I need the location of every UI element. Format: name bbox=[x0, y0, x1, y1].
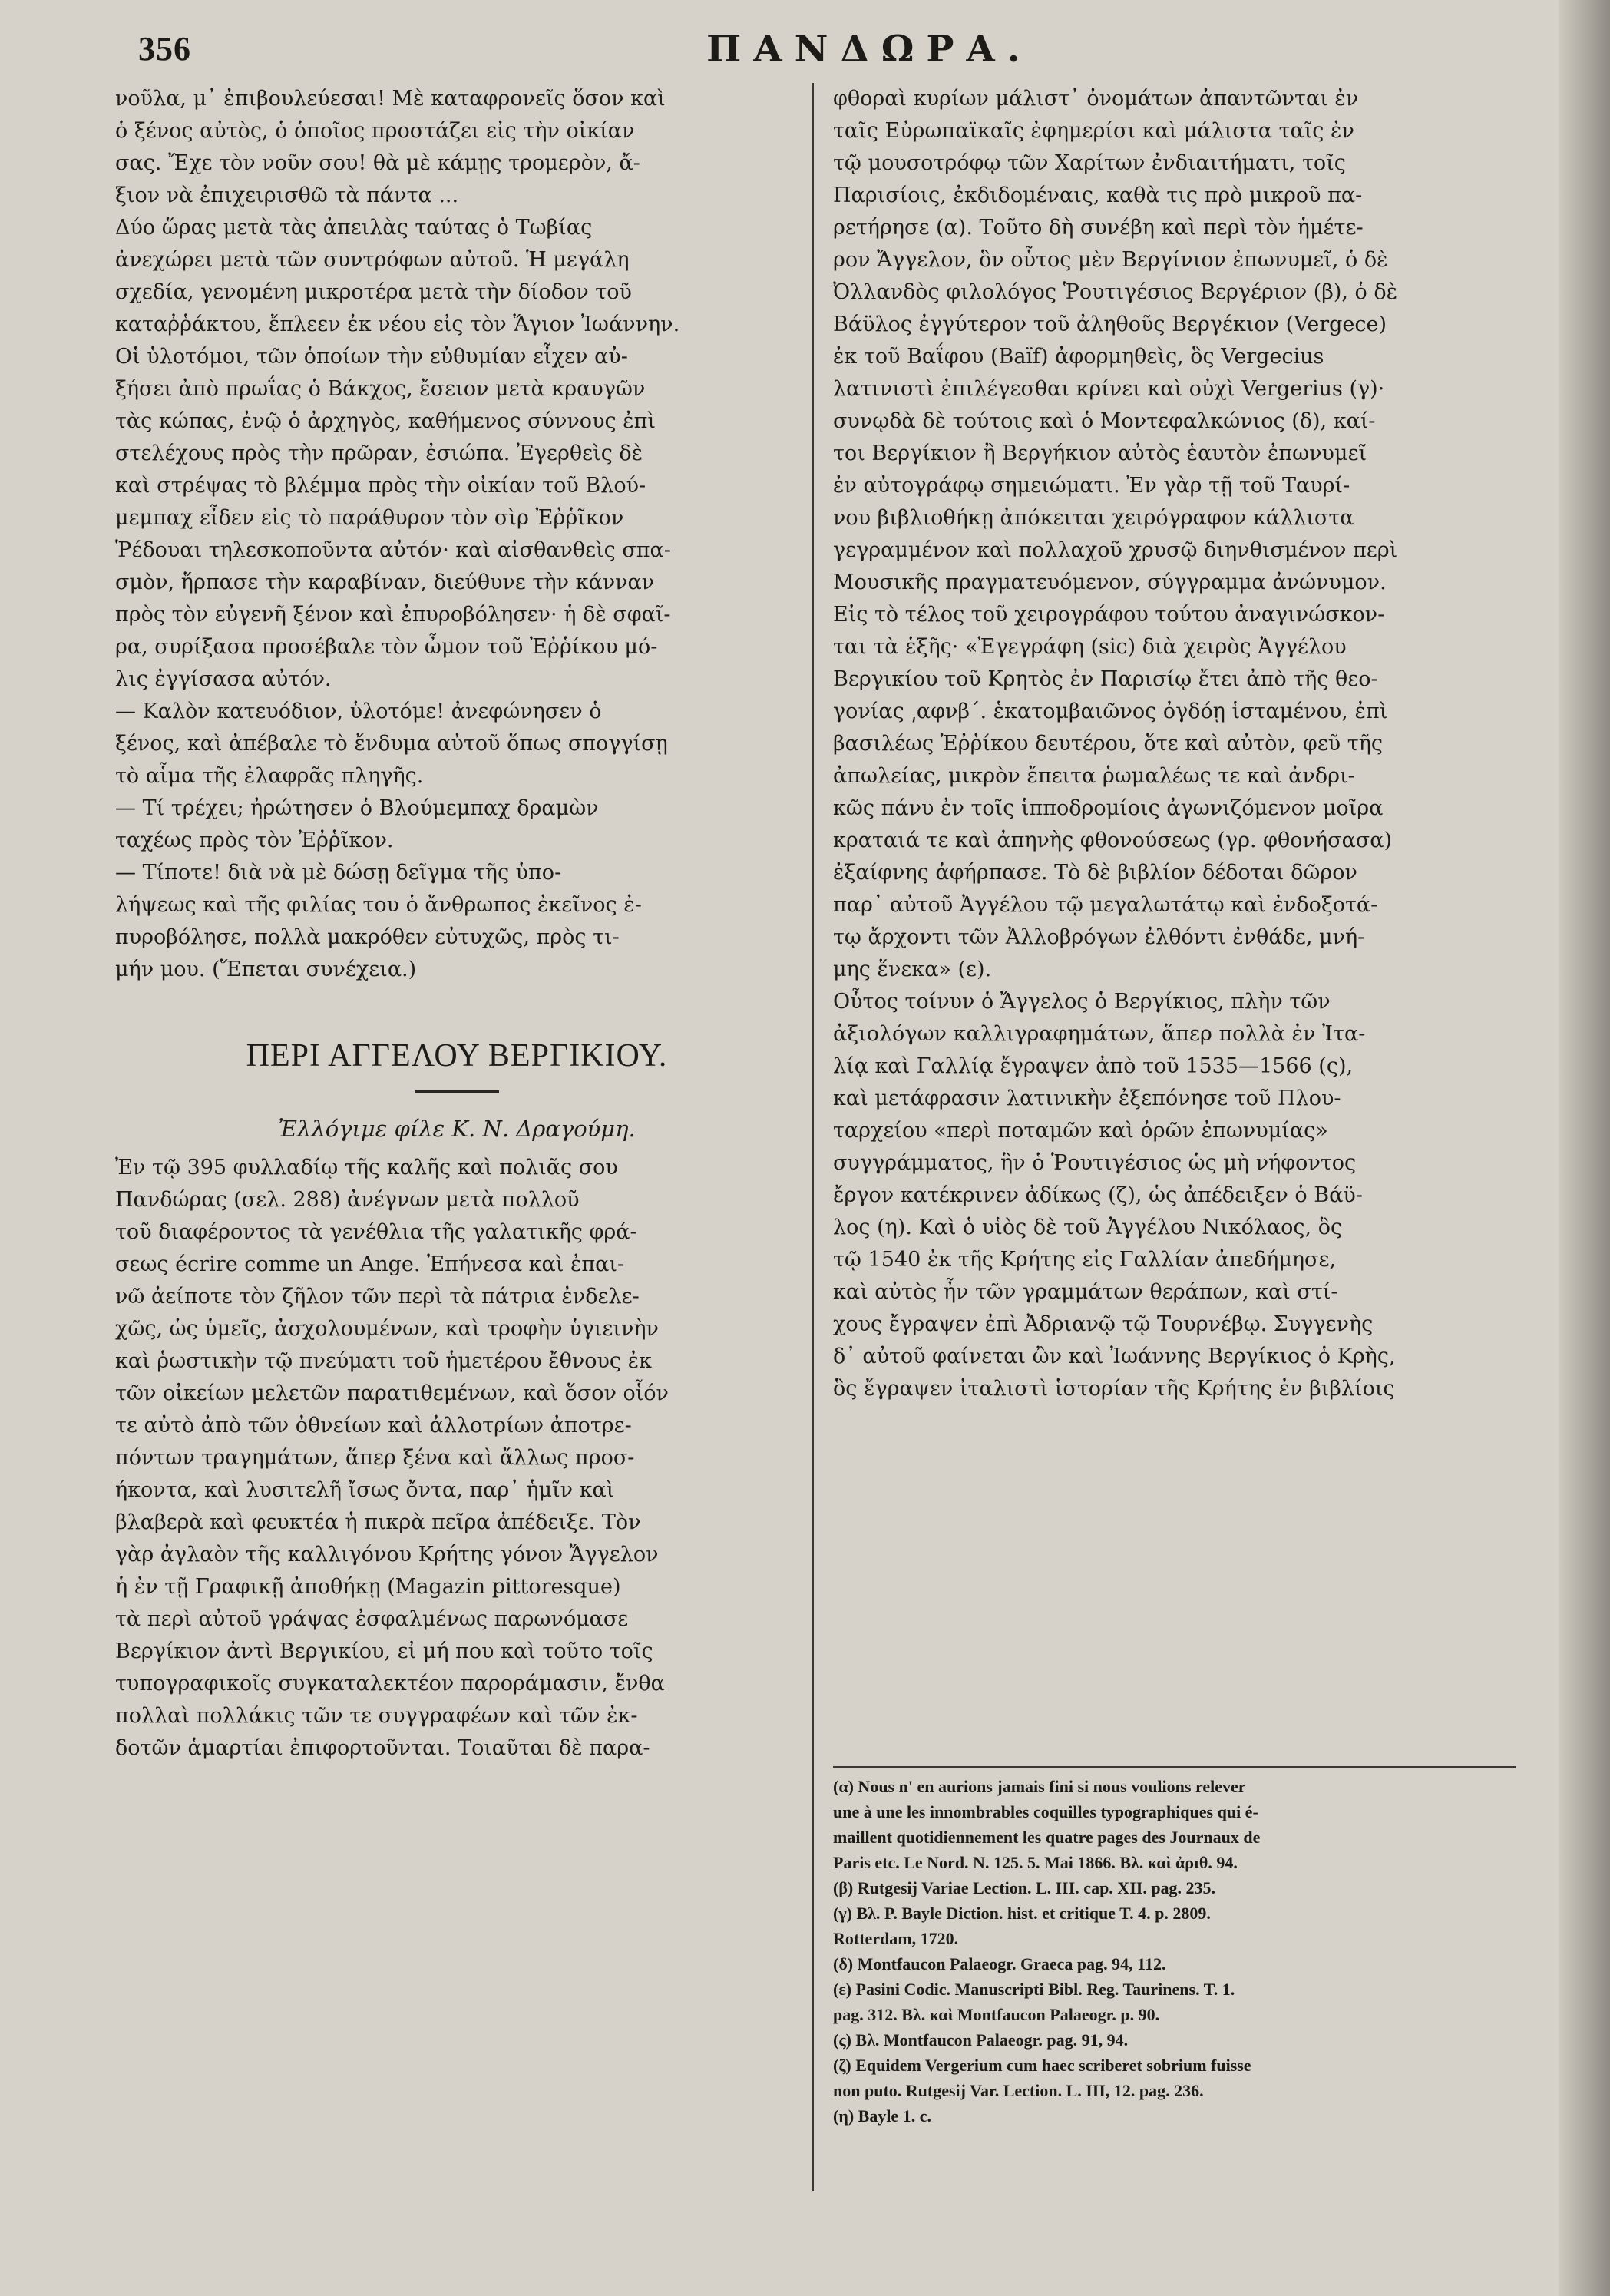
text-line: καὶ αὐτὸς ἦν τῶν γραμμάτων θεράπων, καὶ στί- bbox=[833, 1280, 1338, 1304]
text-line: πολλαὶ πολλάκις τῶν τε συγγραφέων καὶ τῶν ἐκ- bbox=[115, 1704, 638, 1728]
footnote-line: Paris etc. Le Nord. N. 125. 5. Mai 1866. Βλ. καὶ ἀριθ. 94. bbox=[833, 1853, 1238, 1872]
text-line: γεγραμμένον καὶ πολλαχοῦ χρυσῷ διηνθισμένον περὶ bbox=[833, 538, 1398, 562]
serial-story-text bbox=[115, 83, 798, 986]
text-line: γὰρ ἀγλαὸν τῆς καλλιγόνου Κρήτης γόνον Ἄγγελον bbox=[115, 1543, 659, 1567]
text-line: ταῖς Εὐρωπαϊκαῖς ἐφημερίσι καὶ μάλιστα ταῖς ἐν bbox=[833, 119, 1354, 143]
footnote-line: (η) Bayle 1. c. bbox=[833, 2106, 931, 2126]
text-line: βλαβερὰ καὶ φευκτέα ἡ πικρὰ πεῖρα ἀπέδειξε. Τὸν bbox=[115, 1510, 641, 1534]
footnote-line: (ζ) Equidem Vergerium cum haec scriberet sobrium fuisse bbox=[833, 2056, 1251, 2075]
article-dedication: Ἐλλόγιμε φίλε Κ. Ν. Δραγούμη. bbox=[278, 1116, 636, 1142]
footnote-line: (ε) Pasini Codic. Manuscripti Bibl. Reg. Taurinens. T. 1. bbox=[833, 1980, 1235, 1999]
article-text-right bbox=[833, 83, 1516, 1405]
text-line: μεμπαχ εἶδεν εἰς τὸ παράθυρον τὸν σὶρ Ἐῤῥῖκον bbox=[115, 506, 624, 530]
text-line: παρ᾽ αὐτοῦ Ἀγγέλου τῷ μεγαλωτάτῳ καὶ ἐνδοξοτά- bbox=[833, 893, 1378, 917]
text-line: Ῥέδουαι τηλεσκοποῦντα αὐτόν· καὶ αἰσθανθεὶς σπα- bbox=[115, 538, 671, 562]
text-line: ἐκ τοῦ Βαΐφου (Baïf) ἀφορμηθεὶς, ὃς Vergecius bbox=[833, 345, 1324, 369]
footnote-line: Rotterdam, 1720. bbox=[833, 1929, 959, 1948]
text-line: ἡ ἐν τῇ Γραφικῇ ἀποθήκῃ (Magazin pittoresque) bbox=[115, 1575, 621, 1599]
text-line: στελέχους πρὸς τὴν πρῶραν, ἐσιώπα. Ἐγερθεὶς δὲ bbox=[115, 442, 643, 465]
text-line: ξήσει ἀπὸ πρωΐας ὁ Βάκχος, ἔσειον μετὰ κραυγῶν bbox=[115, 377, 646, 401]
text-line: ἀπωλείας, μικρὸν ἔπειτα ῥωμαλέως τε καὶ ἀνδρι- bbox=[833, 764, 1355, 788]
text-line: κραταιά τε καὶ ἀπηνὴς φθονούσεως (γρ. φθονήσασα) bbox=[833, 829, 1392, 852]
text-line: τῷ μουσοτρόφῳ τῶν Χαρίτων ἐνδιαιτήματι, τοῖς bbox=[833, 151, 1346, 175]
text-line: Ἐν τῷ 395 φυλλαδίῳ τῆς καλῆς καὶ πολιᾶς σου bbox=[115, 1156, 618, 1179]
text-line: ὁ ξένος αὐτὸς, ὁ ὁποῖος προστάζει εἰς τὴν οἰκίαν bbox=[115, 119, 635, 143]
footnote-line: maillent quotidiennement les quatre pages des Journaux de bbox=[833, 1828, 1261, 1847]
text-line: τοι Βεργίκιον ἢ Βεργήκιον αὐτὸς ἑαυτὸν ἐπωνυμεῖ bbox=[833, 442, 1367, 465]
text-line: Βεργίκιον ἀντὶ Βεργικίου, εἰ μή που καὶ τοῦτο τοῖς bbox=[115, 1639, 653, 1663]
text-line: τῶν οἰκείων μελετῶν παρατιθεμένων, καὶ ὅσον οἷόν bbox=[115, 1381, 669, 1405]
text-line: τοῦ διαφέροντος τὰ γενέθλια τῆς γαλατικῆς φρά- bbox=[115, 1220, 637, 1244]
text-line: χῶς, ὡς ὑμεῖς, ἀσχολουμένων, καὶ τροφὴν ὑγιεινὴν bbox=[115, 1317, 659, 1341]
article-text-left bbox=[115, 1152, 798, 1765]
text-line: τῷ 1540 ἐκ τῆς Κρήτης εἰς Γαλλίαν ἀπεδήμησε, bbox=[833, 1248, 1337, 1272]
text-line: δ᾽ αὐτοῦ φαίνεται ὢν καὶ Ἰωάννης Βεργίκιος ὁ Κρὴς, bbox=[833, 1345, 1396, 1368]
text-line: Μουσικῆς πραγματευόμενον, σύγγραμμα ἀνώνυμον. bbox=[833, 571, 1387, 594]
text-line: φθοραὶ κυρίων μάλιστ᾽ ὀνομάτων ἀπαντῶνται ἐν bbox=[833, 87, 1359, 111]
text-line: ρα, συρίξασα προσέβαλε τὸν ὦμον τοῦ Ἐῤῥίκου μό- bbox=[115, 635, 658, 659]
text-line: ἀνεχώρει μετὰ τῶν συντρόφων αὐτοῦ. Ἡ μεγάλη bbox=[115, 248, 630, 272]
text-line: μήν μου. (Ἕπεται συνέχεια.) bbox=[115, 958, 417, 981]
page-number: 356 bbox=[138, 30, 191, 68]
text-line: συγγράμματος, ἣν ὁ Ῥουτιγέσιος ὡς μὴ νήφοντος bbox=[833, 1151, 1357, 1175]
text-line: τυπογραφικοῖς συγκαταλεκτέον παροράμασιν, ἔνθα bbox=[115, 1672, 665, 1696]
text-line: νου βιβλιοθήκῃ ἀπόκειται χειρόγραφον κάλλιστα bbox=[833, 506, 1354, 530]
article-title: ΠΕΡΙ ΑΓΓΕΛΟΥ ΒΕΡΓΙΚΙΟΥ. bbox=[246, 1038, 668, 1074]
text-line: καὶ ῥωστικὴν τῷ πνεύματι τοῦ ἡμετέρου ἔθνους ἐκ bbox=[115, 1349, 652, 1373]
text-line: καταῤῥάκτου, ἔπλεεν ἐκ νέου εἰς τὸν Ἅγιον Ἰωάννην. bbox=[115, 313, 680, 336]
text-line: νῶ ἀείποτε τὸν ζῆλον τῶν περὶ τὰ πάτρια ἐνδελε- bbox=[115, 1285, 640, 1308]
footnote-line: (δ) Montfaucon Palaeogr. Graeca pag. 94, 112. bbox=[833, 1954, 1166, 1973]
text-line: πόντων τραγημάτων, ἅπερ ξένα καὶ ἄλλως προσ- bbox=[115, 1446, 635, 1470]
text-line: τὰς κώπας, ἐνῷ ὁ ἀρχηγὸς, καθήμενος σύννους ἐπὶ bbox=[115, 409, 656, 433]
text-line: χους ἔγραψεν ἐπὶ Ἀδριανῷ τῷ Τουρνέβῳ. Συγγενὴς bbox=[833, 1312, 1374, 1336]
text-line: Βάϋλος ἐγγύτερον τοῦ ἀληθοῦς Βεργέκιον (Vergece) bbox=[833, 313, 1387, 336]
text-line: ξένος, καὶ ἀπέβαλε τὸ ἔνδυμα αὐτοῦ ὅπως σπογγίσῃ bbox=[115, 732, 668, 756]
text-line: — Καλὸν κατευόδιον, ὑλοτόμε! ἀνεφώνησεν ὁ bbox=[115, 700, 602, 723]
text-line: Οὗτος τοίνυν ὁ Ἄγγελος ὁ Βεργίκιος, πλὴν τῶν bbox=[833, 990, 1331, 1014]
text-line: ται τὰ ἑξῆς· «Ἐγεγράφη (sic) διὰ χειρὸς Ἀγγέλου bbox=[833, 635, 1347, 659]
footnote-line: une à une les innombrables coquilles typographiques qui é- bbox=[833, 1802, 1258, 1821]
title-divider bbox=[415, 1090, 499, 1093]
footnote-line: non puto. Rutgesij Var. Lection. L. III, 12. pag. 236. bbox=[833, 2081, 1204, 2100]
footnote-line: (γ) Βλ. P. Bayle Diction. hist. et critique T. 4. p. 2809. bbox=[833, 1904, 1211, 1923]
text-line: λίᾳ καὶ Γαλλίᾳ ἔγραψεν ἀπὸ τοῦ 1535—1566 (ς), bbox=[833, 1054, 1354, 1078]
text-line: καὶ στρέψας τὸ βλέμμα πρὸς τὴν οἰκίαν τοῦ Βλού- bbox=[115, 474, 646, 498]
text-line: νοῦλα, μ᾽ ἐπιβουλεύεσαι! Μὲ καταφρονεῖς ὅσον καὶ bbox=[115, 87, 666, 111]
text-line: ὃς ἔγραψεν ἰταλιστὶ ἱστορίαν τῆς Κρήτης ἐν βιβλίοις bbox=[833, 1377, 1395, 1401]
text-line: συνῳδὰ δὲ τούτοις καὶ ὁ Μοντεφαλκώνιος (δ), καί- bbox=[833, 409, 1376, 433]
text-line: λήψεως καὶ τῆς φιλίας του ὁ ἄνθρωπος ἐκεῖνος ἐ- bbox=[115, 893, 642, 917]
text-line: Παρισίοις, ἐκδιδομέναις, καθὰ τις πρὸ μικροῦ πα- bbox=[833, 184, 1363, 207]
text-line: πυροβόλησε, πολλὰ μακρόθεν εὐτυχῶς, πρὸς τι- bbox=[115, 925, 620, 949]
text-line: βασιλέως Ἐῤῥίκου δευτέρου, ὅτε καὶ αὐτὸν, φεῦ τῆς bbox=[833, 732, 1384, 756]
column-divider bbox=[812, 83, 814, 2191]
text-line: ἀξιολόγων καλλιγραφημάτων, ἅπερ πολλὰ ἐν Ἰτα- bbox=[833, 1022, 1366, 1046]
text-line: τῳ ἄρχοντι τῶν Ἀλλοβρόγων ἐλθόντι ἐνθάδε, μνή- bbox=[833, 925, 1365, 949]
text-line: ξιον νὰ ἐπιχειρισθῶ τὰ πάντα ... bbox=[115, 184, 459, 207]
text-line: Δύο ὥρας μετὰ τὰς ἀπειλὰς ταύτας ὁ Τωβίας bbox=[115, 216, 593, 240]
footnote-line: (α) Nous n' en aurions jamais fini si nous voulions relever bbox=[833, 1777, 1246, 1796]
text-line: σχεδία, γενομένη μικροτέρα μετὰ τὴν δίοδον τοῦ bbox=[115, 280, 632, 304]
text-line: γονίας ͵αφνβ΄. ἑκατομβαιῶνος ὀγδόῃ ἱσταμένου, ἐπὶ bbox=[833, 700, 1388, 723]
text-line: σμὸν, ἥρπασε τὴν καραβίναν, διεύθυνε τὴν κάνναν bbox=[115, 571, 655, 594]
text-line: — Τί τρέχει; ἠρώτησεν ὁ Βλούμεμπαχ δραμὼν bbox=[115, 796, 599, 820]
text-line: ήκοντα, καὶ λυσιτελῆ ἴσως ὄντα, παρ᾽ ἡμῖν καὶ bbox=[115, 1478, 615, 1502]
text-line: Πανδώρας (σελ. 288) ἀνέγνων μετὰ πολλοῦ bbox=[115, 1188, 580, 1212]
footnote-line: pag. 312. Βλ. καὶ Montfaucon Palaeogr. p. 90. bbox=[833, 2005, 1160, 2024]
left-column bbox=[115, 83, 798, 1765]
text-line: καὶ μετάφρασιν λατινικὴν ἐξεπόνησε τοῦ Πλου- bbox=[833, 1087, 1341, 1110]
text-line: Ὀλλανδὸς φιλολόγος Ῥουτιγέσιος Βεργέριον (β), ὁ δὲ bbox=[833, 280, 1398, 304]
text-line: Βεργικίου τοῦ Κρητὸς ἐν Παρισίῳ ἔτει ἀπὸ τῆς θεο- bbox=[833, 667, 1378, 691]
text-line: Εἰς τὸ τέλος τοῦ χειρογράφου τούτου ἀναγινώσκον- bbox=[833, 603, 1385, 627]
text-line: λατινιστὶ ἐπιλέγεσθαι κρίνει καὶ οὐχὶ Vergerius (γ)· bbox=[833, 377, 1385, 401]
text-line: ἐξαίφνης ἀφήρπασε. Τὸ δὲ βιβλίον δέδοται δῶρον bbox=[833, 861, 1357, 885]
text-line: ρετήρησε (α). Τοῦτο δὴ συνέβη καὶ περὶ τὸν ἡμέτε- bbox=[833, 216, 1364, 240]
text-line: λις ἐγγίσασα αὐτόν. bbox=[115, 667, 332, 691]
text-line: ταρχείου «περὶ ποταμῶν καὶ ὀρῶν ἐπωνυμίας» bbox=[833, 1119, 1328, 1143]
text-line: ἔργον κατέκρινεν ἀδίκως (ζ), ὡς ἀπέδειξεν ὁ Βάϋ- bbox=[833, 1183, 1363, 1207]
running-head bbox=[46, 29, 1551, 83]
text-line: λος (η). Καὶ ὁ υἱὸς δὲ τοῦ Ἀγγέλου Νικόλαος, ὃς bbox=[833, 1216, 1343, 1239]
text-line: κῶς πάνυ ἐν τοῖς ἱπποδρομίοις ἀγωνιζόμενον μοῖρα bbox=[833, 796, 1384, 820]
text-line: ἐν αὐτογράφῳ σημειώματι. Ἐν γὰρ τῇ τοῦ Ταυρί- bbox=[833, 474, 1350, 498]
text-line: τε αὐτὸ ἀπὸ τῶν ὀθνείων καὶ ἀλλοτρίων ἀποτρε- bbox=[115, 1414, 632, 1437]
text-line: Οἱ ὑλοτόμοι, τῶν ὁποίων τὴν εὐθυμίαν εἶχεν αὐ- bbox=[115, 345, 628, 369]
footnote-line: (β) Rutgesij Variae Lection. L. III. cap. XII. pag. 235. bbox=[833, 1878, 1216, 1897]
footnotes bbox=[833, 1766, 1516, 2129]
text-line: μης ἕνεκα» (ε). bbox=[833, 958, 992, 981]
text-line: ρον Ἄγγελον, ὃν οὗτος μὲν Βεργίνιον ἐπωνυμεῖ, ὁ δὲ bbox=[833, 248, 1388, 272]
text-line: τὸ αἷμα τῆς ἐλαφρᾶς πληγῆς. bbox=[115, 764, 424, 788]
right-column bbox=[833, 83, 1516, 1405]
text-line: δοτῶν ἁμαρτίαι ἐπιφορτοῦνται. Τοιαῦται δὲ παρα- bbox=[115, 1736, 650, 1760]
text-line: πρὸς τὸν εὐγενῆ ξένον καὶ ἐπυροβόλησεν· ἡ δὲ σφαῖ- bbox=[115, 603, 671, 627]
text-line: σας. Ἔχε τὸν νοῦν σου! θὰ μὲ κάμῃς τρομερὸν, ἄ- bbox=[115, 151, 640, 175]
text-line: τὰ περὶ αὐτοῦ γράψας ἐσφαλμένως παρωνόμασε bbox=[115, 1607, 629, 1631]
journal-title: ΠΑΝΔΩΡΑ. bbox=[706, 28, 1033, 71]
footnote-line: (ς) Βλ. Montfaucon Palaeogr. pag. 91, 94. bbox=[833, 2030, 1129, 2050]
text-line: σεως écrire comme un Ange. Ἐπήνεσα καὶ ἐπαι- bbox=[115, 1252, 625, 1276]
text-line: — Τίποτε! διὰ νὰ μὲ δώσῃ δεῖγμα τῆς ὑπο- bbox=[115, 861, 562, 885]
text-line: ταχέως πρὸς τὸν Ἐῤῥῖκον. bbox=[115, 829, 394, 852]
